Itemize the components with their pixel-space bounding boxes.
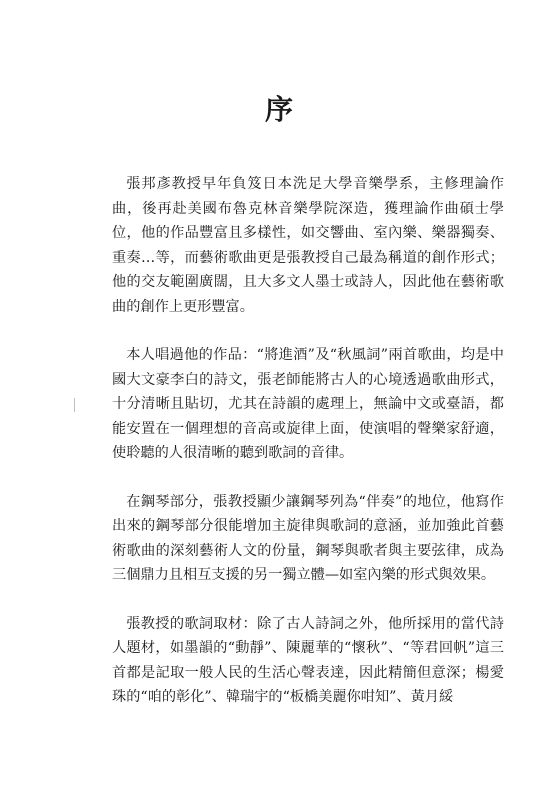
paragraph-1: 張邦彥教授早年負笈日本洗足大學音樂學系，主修理論作曲，後再赴美國布魯克林音樂學院深造，獲理論作曲碩士學位，他的作品豐富且多樣性，如交響曲、室內樂、樂器獨奏、重奏…等，而藝術歌曲更是張教授自己最為稱道的創作形式；他的交友範圍廣闊，且大多文人墨士或詩人，因此他在藝術歌曲的創作上更形豐富。 <box>112 176 504 315</box>
page-title: 序 <box>264 93 295 126</box>
paragraph-4: 張教授的歌詞取材：除了古人詩詞之外，他所採用的當代詩人題材，如墨韻的“動靜”、陳麗華的“懷秋”、“等君回帆”這三首都是記取一般人民的生活心聲表達，因此精簡但意深；楊愛珠的“咱的彰化”、韓瑞宇的“板橋美麗你咁知”、黃月綏 <box>112 615 504 705</box>
margin-mark <box>74 398 75 412</box>
document-body <box>112 172 504 734</box>
paragraph-3: 在鋼琴部分，張教授顯少讓鋼琴列為“伴奏”的地位，他寫作出來的鋼琴部分很能增加主旋律與歌詞的意涵，並加強此首藝術歌曲的深刻藝術人文的份量，鋼琴與歌者與主要弦律，成為三個鼎力且相互支援的另一獨立體—如室內樂的形式與效果。 <box>112 493 504 583</box>
paragraph-2: 本人唱過他的作品：“將進酒”及“秋風詞”兩首歌曲，均是中國大文豪李白的詩文，張老師能將古人的心境透過歌曲形式，十分清晰且貼切，尤其在詩韻的處理上，無論中文或臺語，都能安置在一個理想的音高或旋律上面，使演唱的聲樂家舒適，使聆聽的人很清晰的聽到歌詞的音律。 <box>112 347 504 461</box>
